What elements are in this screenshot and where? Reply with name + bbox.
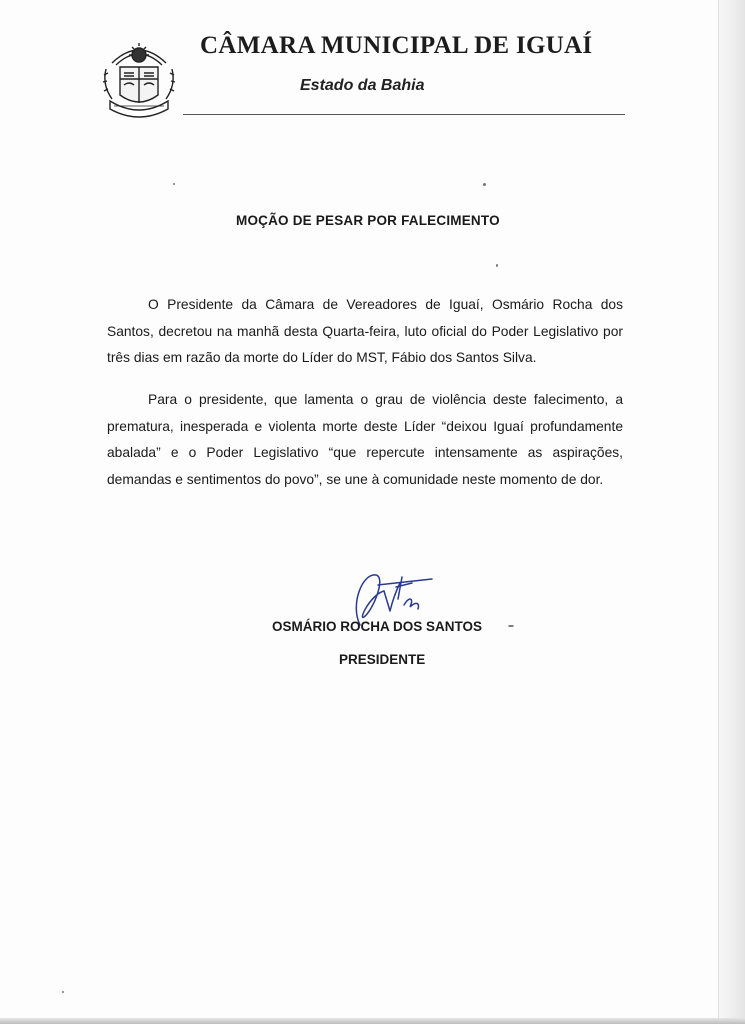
scan-speck	[496, 264, 498, 267]
signer-name: OSMÁRIO ROCHA DOS SANTOS	[272, 619, 483, 634]
header-subtitle: Estado da Bahia	[300, 77, 425, 94]
scan-speck	[173, 183, 175, 185]
scan-speck	[62, 991, 64, 993]
scan-speck	[483, 183, 486, 186]
header-title: CÂMARA MUNICIPAL DE IGUAÍ	[200, 32, 593, 59]
header-divider	[183, 114, 625, 115]
body-paragraph: Para o presidente, que lamenta o grau de violência deste falecimento, a prematura, inesperada e violenta morte deste Líder “deixou Iguaí profundamente abalada” e o Poder Legislativo “que repercute intensamente as aspirações, demandas e sentimentos do povo”, se une à comunidade neste momento de dor.	[107, 392, 623, 487]
municipal-coat-of-arms-icon	[98, 33, 180, 121]
document-heading: MOÇÃO DE PESAR POR FALECIMENTO	[236, 213, 500, 228]
body-paragraph: O Presidente da Câmara de Vereadores de Iguaí, Osmário Rocha dos Santos, decretou na manhã desta Quarta-feira, luto oficial do Poder Legislativo por três dias em razão da morte do Líder do MST, Fábio dos Santos Silva.	[107, 297, 623, 365]
scan-page-edge	[718, 0, 745, 1024]
signer-role: PRESIDENTE	[339, 652, 426, 667]
scan-bottom-edge	[0, 1018, 745, 1024]
scan-speck	[508, 625, 514, 627]
